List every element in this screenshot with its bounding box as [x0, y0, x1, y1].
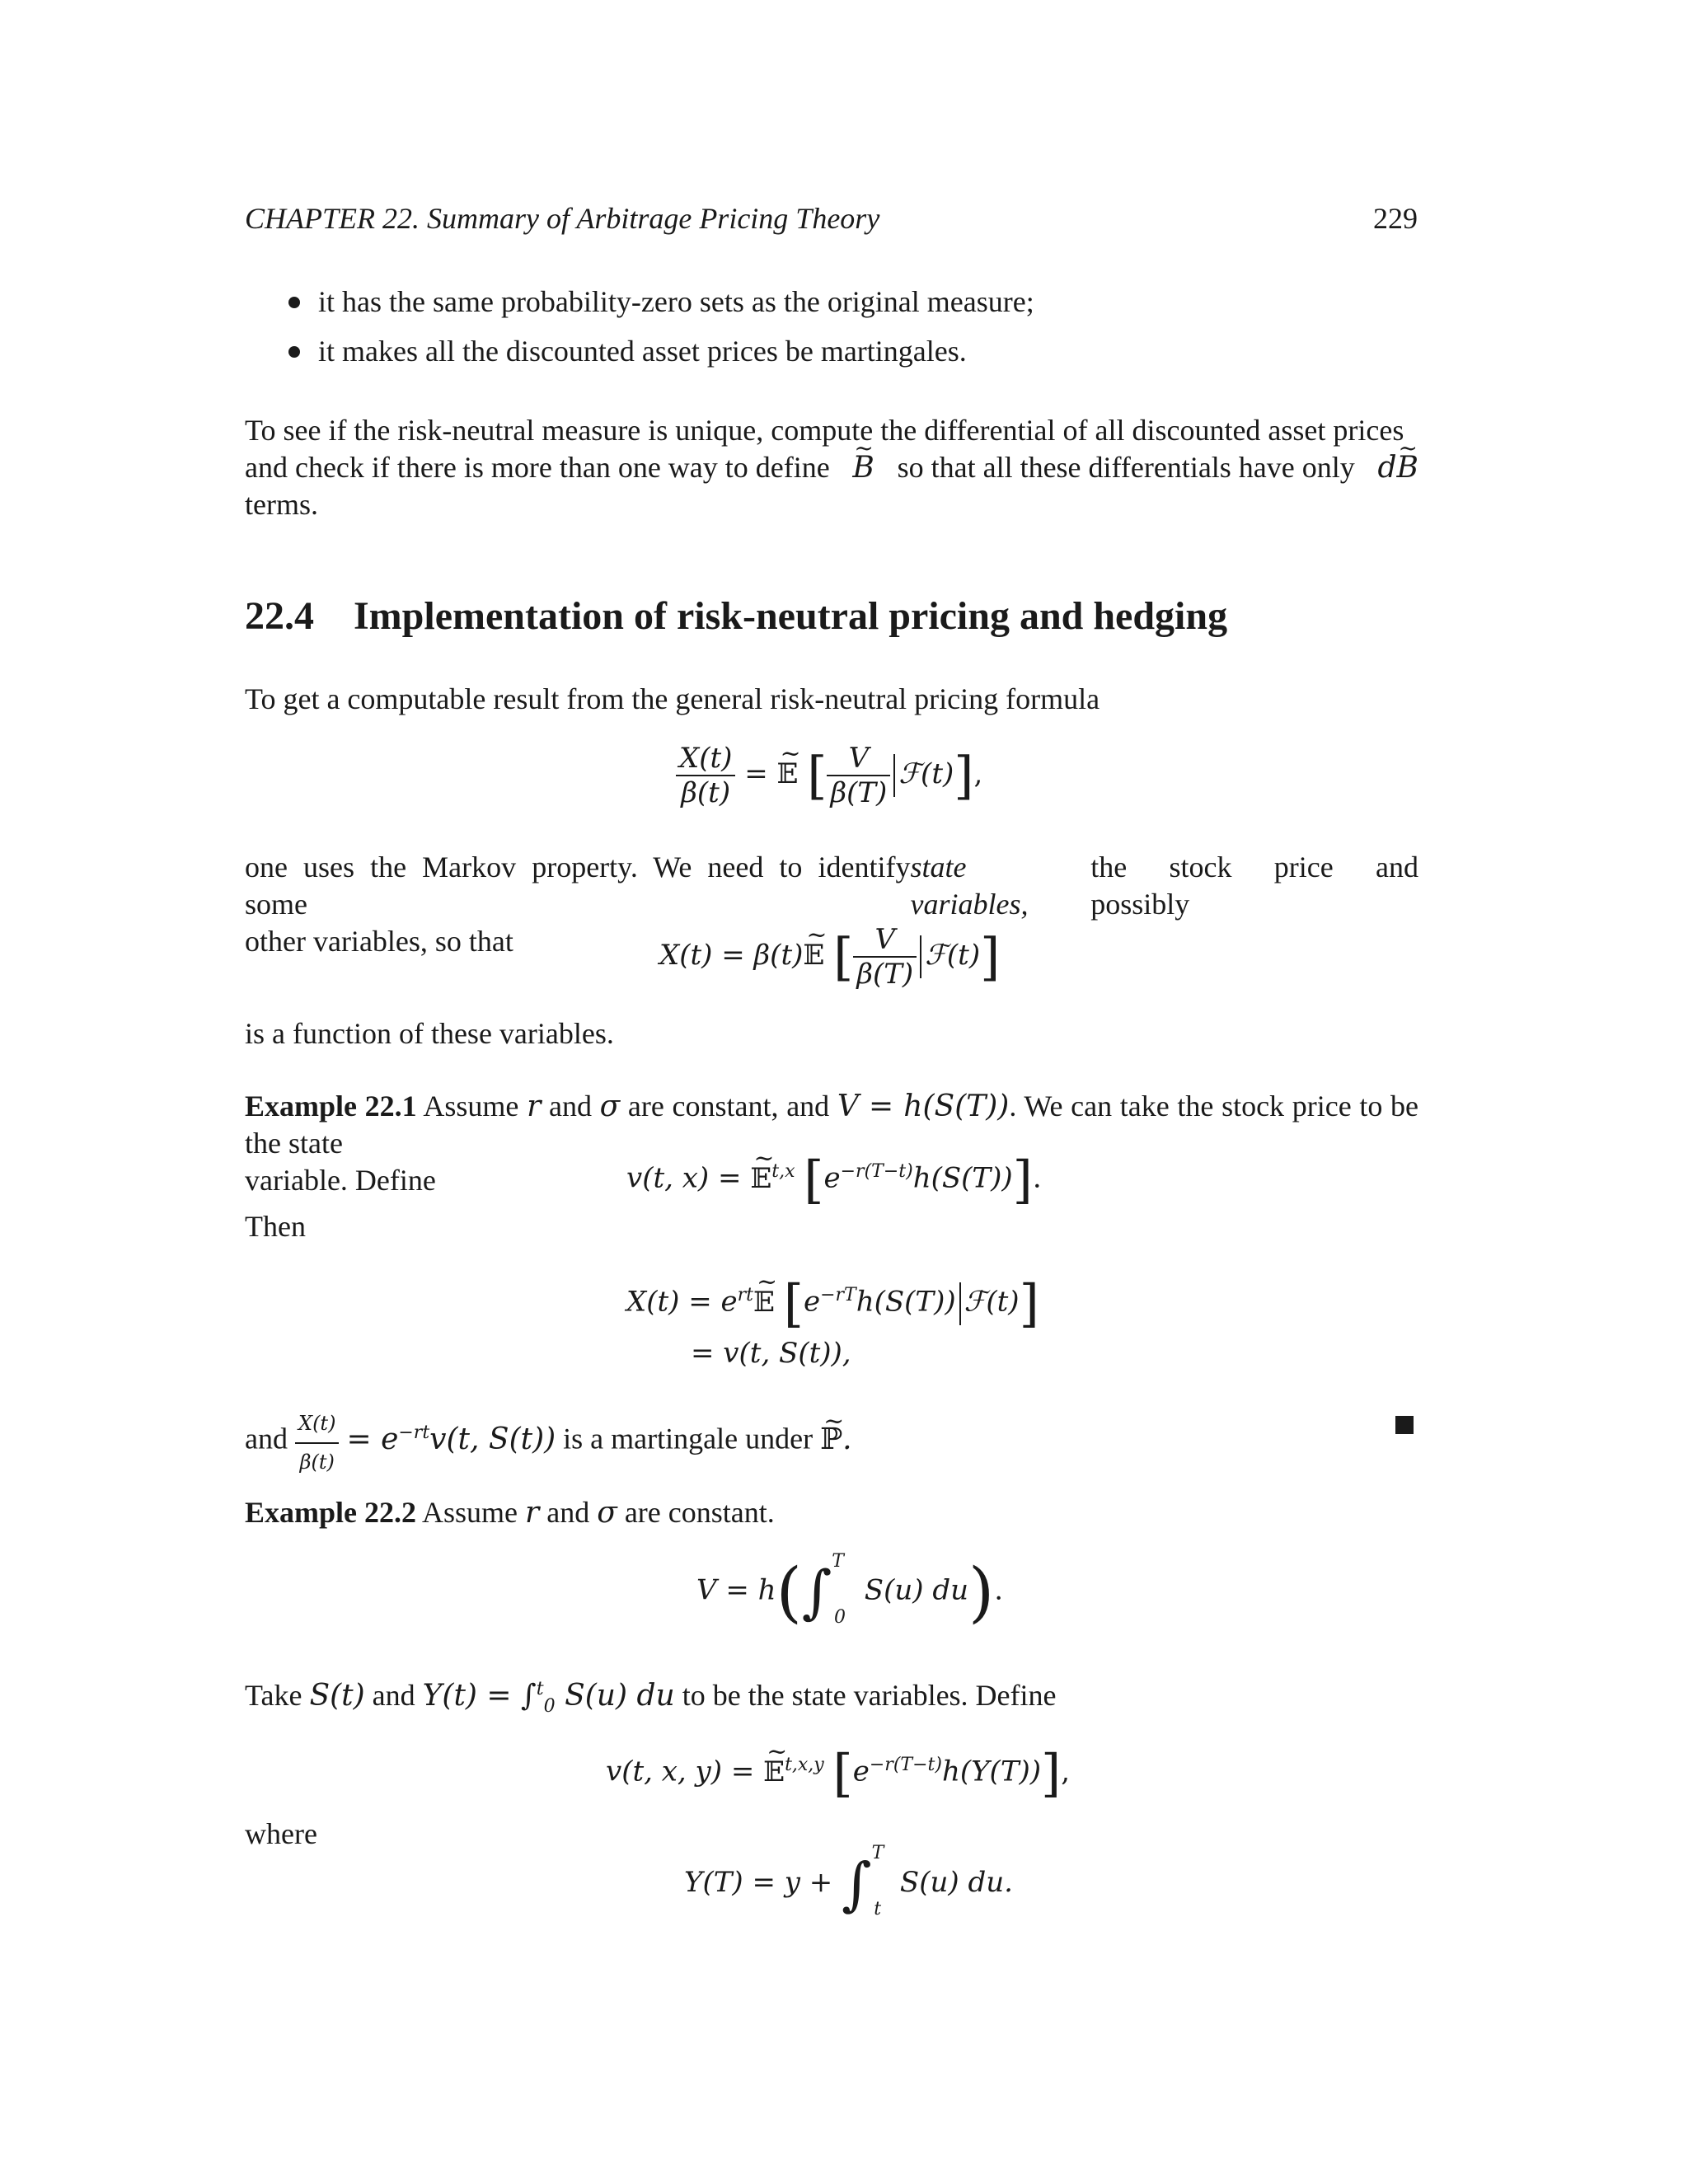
- math-inline: ~ B: [852, 449, 874, 486]
- example-22-1: Example 22.1 Assume r and σ are constant, and V = h(S(T)). We can take the stock price to be the state variable. Define: [245, 1090, 1419, 1197]
- bullet-icon: [288, 346, 300, 358]
- bullet-item: it makes all the discounted asset prices be martingales.: [288, 334, 967, 368]
- paragraph: one uses the Markov property. We need to identify some state variables, the stock price and possibly other variables, so that: [245, 851, 1418, 958]
- section-heading: 22.4 Implementation of risk-neutral pricing and hedging: [245, 594, 1228, 638]
- equation: v(t, x, y) = ~ 𝔼$^{t,x,y}$ $[e^{-r(T-t)}h(Y(T))]$,: [606, 1743, 1070, 1803]
- qed-icon: [1395, 1416, 1414, 1434]
- page-number: 229: [1373, 202, 1418, 235]
- equation: $X(t) = e^{rt}\sim$ 𝔼 [$e^{-rT}h(S(T))$ ℱ(t)]: [626, 1273, 1039, 1333]
- bullet-icon: [288, 297, 300, 308]
- bullet-item: it has the same probability-zero sets as the original measure;: [288, 284, 1034, 319]
- running-header: CHAPTER 22. Summary of Arbitrage Pricing Theory: [245, 202, 880, 235]
- equation: $\frac{X(t)}{\beta(t)}$ = ~ 𝔼 [ $\frac{V}{\beta(T)}$ ℱ(t)],: [676, 742, 982, 809]
- paragraph: To see if the risk-neutral measure is unique, compute the differential of all discounted asset prices and check if there is more than one way to define ~ B so that all these differentials have only d~ B terms.: [245, 412, 1418, 523]
- equation: X(t) = β(t)~ 𝔼 [ $\frac{V}{\beta(T)}$ ℱ(t)]: [659, 923, 1000, 991]
- equation: = v(t, S(t)),: [691, 1337, 851, 1370]
- paragraph: To get a computable result from the general risk-neutral pricing formula: [245, 682, 1100, 715]
- paragraph: and $\frac{X(t)}{\beta(t)}$ = $e^{-rt}v(t$, S(t)) is a martingale under ~ ℙ.: [245, 1405, 1418, 1481]
- equation: V = h(∫$^T_0$ S(u) du).: [696, 1550, 1004, 1630]
- equation: Y(T) = y + ∫$^T_t$ S(u) du.: [684, 1843, 1013, 1919]
- paragraph: Then: [245, 1210, 306, 1243]
- math-inline: d~ B: [1377, 449, 1418, 486]
- paragraph: is a function of these variables.: [245, 1017, 614, 1050]
- paragraph: where: [245, 1817, 317, 1850]
- paragraph: Take S(t) and Y(t) = ∫$^t_0$ S(u) du to be the state variables. Define: [245, 1679, 1057, 1718]
- equation: v(t, x) = ~ 𝔼$^{t,x}$ $[e^{-r(T-t)}h(S(T))]$.: [626, 1150, 1042, 1210]
- example-22-2: Example 22.2 Assume r and σ are constant.: [245, 1496, 775, 1530]
